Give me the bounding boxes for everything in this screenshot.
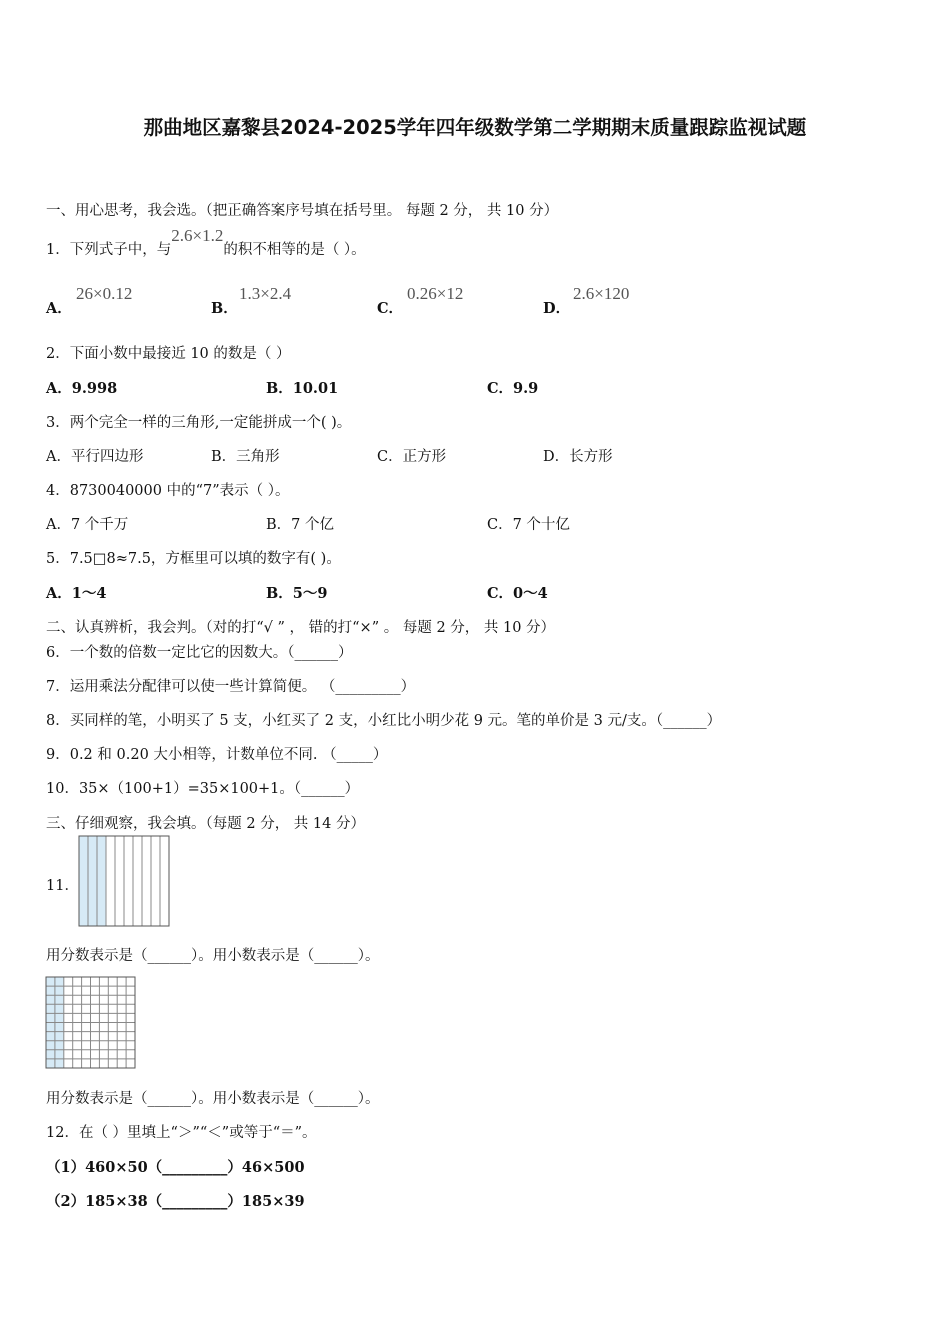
question-9: 9．0.2 和 0.20 大小相等，计数单位不同. （_____） [46, 747, 388, 763]
question-1-text-post: 的积不相等的是（ ）。 [223, 242, 366, 258]
q5-option-a: A．1～4 [46, 585, 107, 602]
q1-option-a-expr: 26×0.12 [76, 284, 133, 303]
q4-option-b: B．7 个亿 [266, 517, 334, 533]
q1-option-b-expr: 1.3×2.4 [239, 284, 292, 303]
question-1 [46, 226, 366, 259]
section-3-heading: 三、仔细观察，我会填。（每题 2 分， 共 14 分） [46, 816, 365, 832]
q3-option-c: C．正方形 [377, 449, 447, 465]
q5-option-c: C．0～4 [487, 585, 548, 602]
q3-option-d: D．长方形 [543, 449, 613, 465]
question-12: 12．在（ ）里填上“＞”“＜”或等于“＝”。 [46, 1125, 317, 1141]
q3-option-a: A．平行四边形 [46, 449, 144, 465]
question-8: 8．买同样的笔，小明买了 5 支，小红买了 2 支，小红比小明少花 9 元。笔的单价是 3 元/支。（______） [46, 713, 722, 729]
q1-option-a-label: A． [46, 300, 72, 317]
q2-option-a: A．9.998 [46, 380, 118, 397]
page-title: 那曲地区嘉黎县2024-2025学年四年级数学第二学期期末质量跟踪监视试题 [143, 116, 807, 139]
question-1-expression: 2.6×1.2 [171, 226, 224, 245]
q3-option-b: B．三角形 [211, 449, 280, 465]
strip-shaded-area [79, 836, 106, 926]
section-1-heading: 一、用心思考，我会选。（把正确答案序号填在括号里。 每题 2 分， 共 10 分） [46, 203, 559, 219]
question-2: 2．下面小数中最接近 10 的数是（ ） [46, 346, 291, 362]
q1-option-c-expr: 0.26×12 [407, 284, 464, 303]
q5-option-b: B．5～9 [266, 585, 328, 602]
q1-option-d-label: D． [543, 300, 571, 317]
question-3: 3．两个完全一样的三角形,一定能拼成一个( )。 [46, 415, 352, 431]
question-11-answer-2: 用分数表示是（______）。用小数表示是（______）。 [46, 1091, 380, 1107]
q1-option-c-label: C． [377, 300, 404, 317]
question-4: 4．8730040000 中的“7”表示（ ）。 [46, 483, 290, 499]
q4-option-c: C．7 个十亿 [487, 517, 570, 533]
section-2-heading: 二、认真辨析，我会判。（对的打“√ ” ， 错的打“×” 。 每题 2 分， 共 10 分） [46, 620, 556, 636]
ten-column-strip-figure [78, 835, 172, 929]
question-1-text-pre: 下列式子中，与 [69, 242, 172, 258]
q1-option-d-expr: 2.6×120 [573, 284, 630, 303]
question-11-number: 11． [46, 878, 79, 894]
question-11-answer-1: 用分数表示是（______）。用小数表示是（______）。 [46, 948, 380, 964]
q2-option-b: B．10.01 [266, 380, 339, 397]
q1-option-b-label: B． [211, 300, 238, 317]
question-5: 5．7.5□8≈7.5，方框里可以填的数字有( )。 [46, 551, 341, 567]
q2-option-c: C．9.9 [487, 380, 539, 397]
q4-option-a: A．7 个千万 [46, 517, 129, 533]
question-7: 7．运用乘法分配律可以使一些计算简便。 （_________） [46, 679, 416, 695]
question-1-number: 1． [46, 242, 70, 258]
hundred-grid-figure [45, 976, 137, 1070]
question-6: 6．一个数的倍数一定比它的因数大。（______） [46, 645, 353, 661]
question-12-item-2: （2）185×38（_________）185×39 [46, 1193, 305, 1210]
question-12-item-1: （1）460×50（_________）46×500 [46, 1159, 305, 1176]
question-10: 10．35×（100+1）=35×100+1。（______） [46, 781, 360, 797]
